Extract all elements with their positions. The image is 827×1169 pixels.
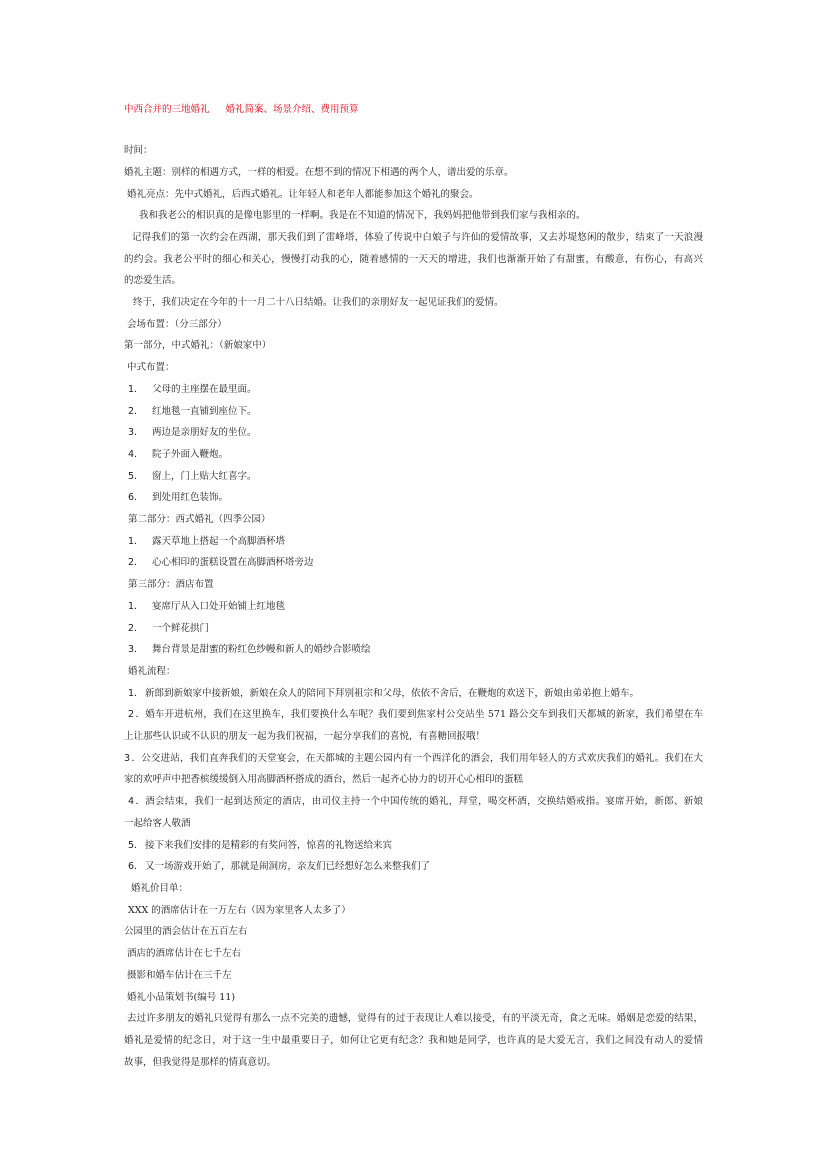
item-text: 父母的主座摆在最里面。 [152,383,257,395]
process-step [124,748,703,770]
process-step-continued: 家的欢呼声中把香槟缓缓倒入用高脚酒杯搭成的酒台，然后一起齐心协力的切开心心相印的蛋糕 [124,774,524,786]
wedding-highlight: 婚礼亮点：先中式婚礼，后西式婚礼。让年轻人和老年人都能参加这个婚礼的聚会。 [127,188,479,200]
budget-item: 摄影和婚车估计在三千左 [127,969,232,981]
process-step [124,791,703,813]
budget-item: 公园里的酒会估计在五百左右 [124,926,248,938]
step-text: 公交进站，我们直奔我们的天堂宴会，在天都城的主题公园内有一个西洋化的酒会，我们用年轻人的方式欢庆我们的婚礼。我们在大 [141,752,703,764]
title-subtitle: 婚礼简案、场景介绍、费用预算 [225,104,359,115]
item-text: 窗上，门上贴大红喜字。 [152,470,257,482]
story-first-date-line: 的恋爱生活。 [124,275,182,287]
venue-item [124,487,703,509]
venue-part1-heading: 第一部分，中式婚礼：（新娘家中） [124,340,272,352]
venue-part1-subheading: 中式布置： [127,362,175,374]
step-number: 5． [128,839,144,851]
document-page [124,99,703,1073]
process-step [124,856,703,878]
skit-line: 去过许多朋友的婚礼只觉得有那么一点不完美的遗憾，觉得有的过于表现让人难以接受，有的平淡无奇，食之无味。婚姻是恋爱的结果， [127,1013,703,1025]
item-text: 红地毯一直铺到座位下。 [152,405,257,417]
budget-item: XXX 的酒席估计在一万左右（因为家里客人太多了） [128,904,351,916]
venue-part3-heading: 第三部分：酒店布置 [128,579,214,591]
item-text: 一个鲜花拱门 [152,622,210,634]
story-meeting: 我和我老公的相识真的是像电影里的一样啊。我是在不知道的情况下，我妈妈把他带到我们家与我相亲的。 [139,210,586,222]
venue-item [124,618,703,640]
step-number: 2． [128,709,145,721]
item-number: 1． [128,600,144,612]
document-body [124,140,703,1073]
title-main: 中西合并的三地婚礼 [124,104,210,115]
item-number: 3． [128,644,144,656]
item-text: 舞台背景是甜蜜的粉红色纱幔和新人的婚纱合影喷绘 [152,644,371,656]
item-number: 1． [128,383,144,395]
step-text: 新郎到新娘家中接新娘，新娘在众人的陪同下拜别祖宗和父母，依依不舍后，在鞭炮的欢送下，新娘由弟弟抱上婚车。 [145,687,640,699]
item-number: 2． [128,622,144,634]
step-text: 酒会结束，我们一起到达预定的酒店，由司仪主持一个中国传统的婚礼，拜堂，喝交杯酒，交换结婚戒指。宴席开始，新郎、新娘 [145,796,703,808]
step-text: 又一场游戏开始了，那就是闹洞房，亲友们已经想好怎么来整我们了 [145,861,431,873]
venue-item [124,401,703,423]
venue-item [124,444,703,466]
venue-item [124,422,703,444]
venue-item [124,466,703,488]
venue-item [124,552,703,574]
step-number: 1． [128,687,144,699]
venue-item [124,379,703,401]
item-text: 宴席厅从入口处开始铺上红地毯 [152,600,286,612]
process-step-continued: 上让那些认识或不认识的朋友一起为我们祝福，一起分享我们的喜悦，有喜糖回报哦！ [124,731,486,743]
page-title [124,99,703,121]
skit-line: 故事，但我觉得是那样的情真意切。 [124,1056,277,1068]
item-number: 2． [128,405,144,417]
step-text: 婚车开进杭州，我们在这里换车，我们要换什么车呢？我们要到焦家村公交站坐 571 路公交车到我们天都城的新家，我们希望在车 [145,709,703,721]
item-number: 2． [128,557,144,569]
story-decision: 终于，我们决定在今年的十一月二十八日结婚。让我们的亲朋好友一起见证我们的爱情。 [133,297,504,309]
story-first-date-line: 记得我们的第一次约会在西湖，那天我们到了雷峰塔，体验了传说中白娘子与许仙的爱情故事，又去苏堤悠闲的散步，结束了一天浪漫 [132,231,703,243]
item-number: 3． [128,427,144,439]
venue-heading: 会场布置：（分三部分） [127,318,227,330]
step-number: 6． [128,861,144,873]
item-text: 到处用红色装饰。 [152,492,229,504]
step-number: 4． [128,796,145,808]
item-text: 露天草地上搭起一个高脚酒杯塔 [152,535,286,547]
step-number: 3． [124,752,141,764]
budget-heading: 婚礼价目单： [131,883,189,894]
budget-item: 酒店的酒席估计在七千左右 [127,948,242,960]
skit-line: 婚礼是爱情的纪念日，对于这一生中最重要日子，如何让它更有纪念？我和她是同学，也许真的是大爱无言，我们之间没有动人的爱情 [124,1034,703,1046]
process-step-continued: 一起给客人敬酒 [124,817,191,829]
process-step [124,835,703,857]
item-number: 1． [128,535,144,547]
venue-item [124,639,703,661]
process-heading: 婚礼流程： [128,665,176,677]
step-text: 接下来我们安排的是精彩的有奖问答，惊喜的礼物送给来宾 [145,839,393,851]
item-number: 4． [128,448,144,460]
venue-part2-heading: 第二部分：西式婚礼（四季公园） [128,514,271,526]
story-first-date-line: 的约会。我老公平时的细心和关心，慢慢打动我的心，随着感情的一天天的增进，我们也渐渐开始了有甜蜜，有酸意，有伤心，有高兴 [124,253,703,265]
item-number: 5． [128,470,144,482]
venue-item [124,596,703,618]
time-label: 时间： [124,145,153,157]
item-number: 6． [128,492,144,504]
skit-heading: 婚礼小品策划书(编号 11) [127,991,236,1003]
item-text: 两边是亲朋好友的坐位。 [152,427,257,439]
item-text: 院子外面入鞭炮。 [152,448,229,460]
process-step [124,683,703,705]
venue-item [124,531,703,553]
process-step [124,704,703,726]
item-text: 心心相印的蛋糕设置在高脚酒杯塔旁边 [152,557,314,569]
wedding-theme: 婚礼主题：别样的相遇方式，一样的相爱。在想不到的情况下相遇的两个人，谱出爱的乐章。 [124,166,514,178]
